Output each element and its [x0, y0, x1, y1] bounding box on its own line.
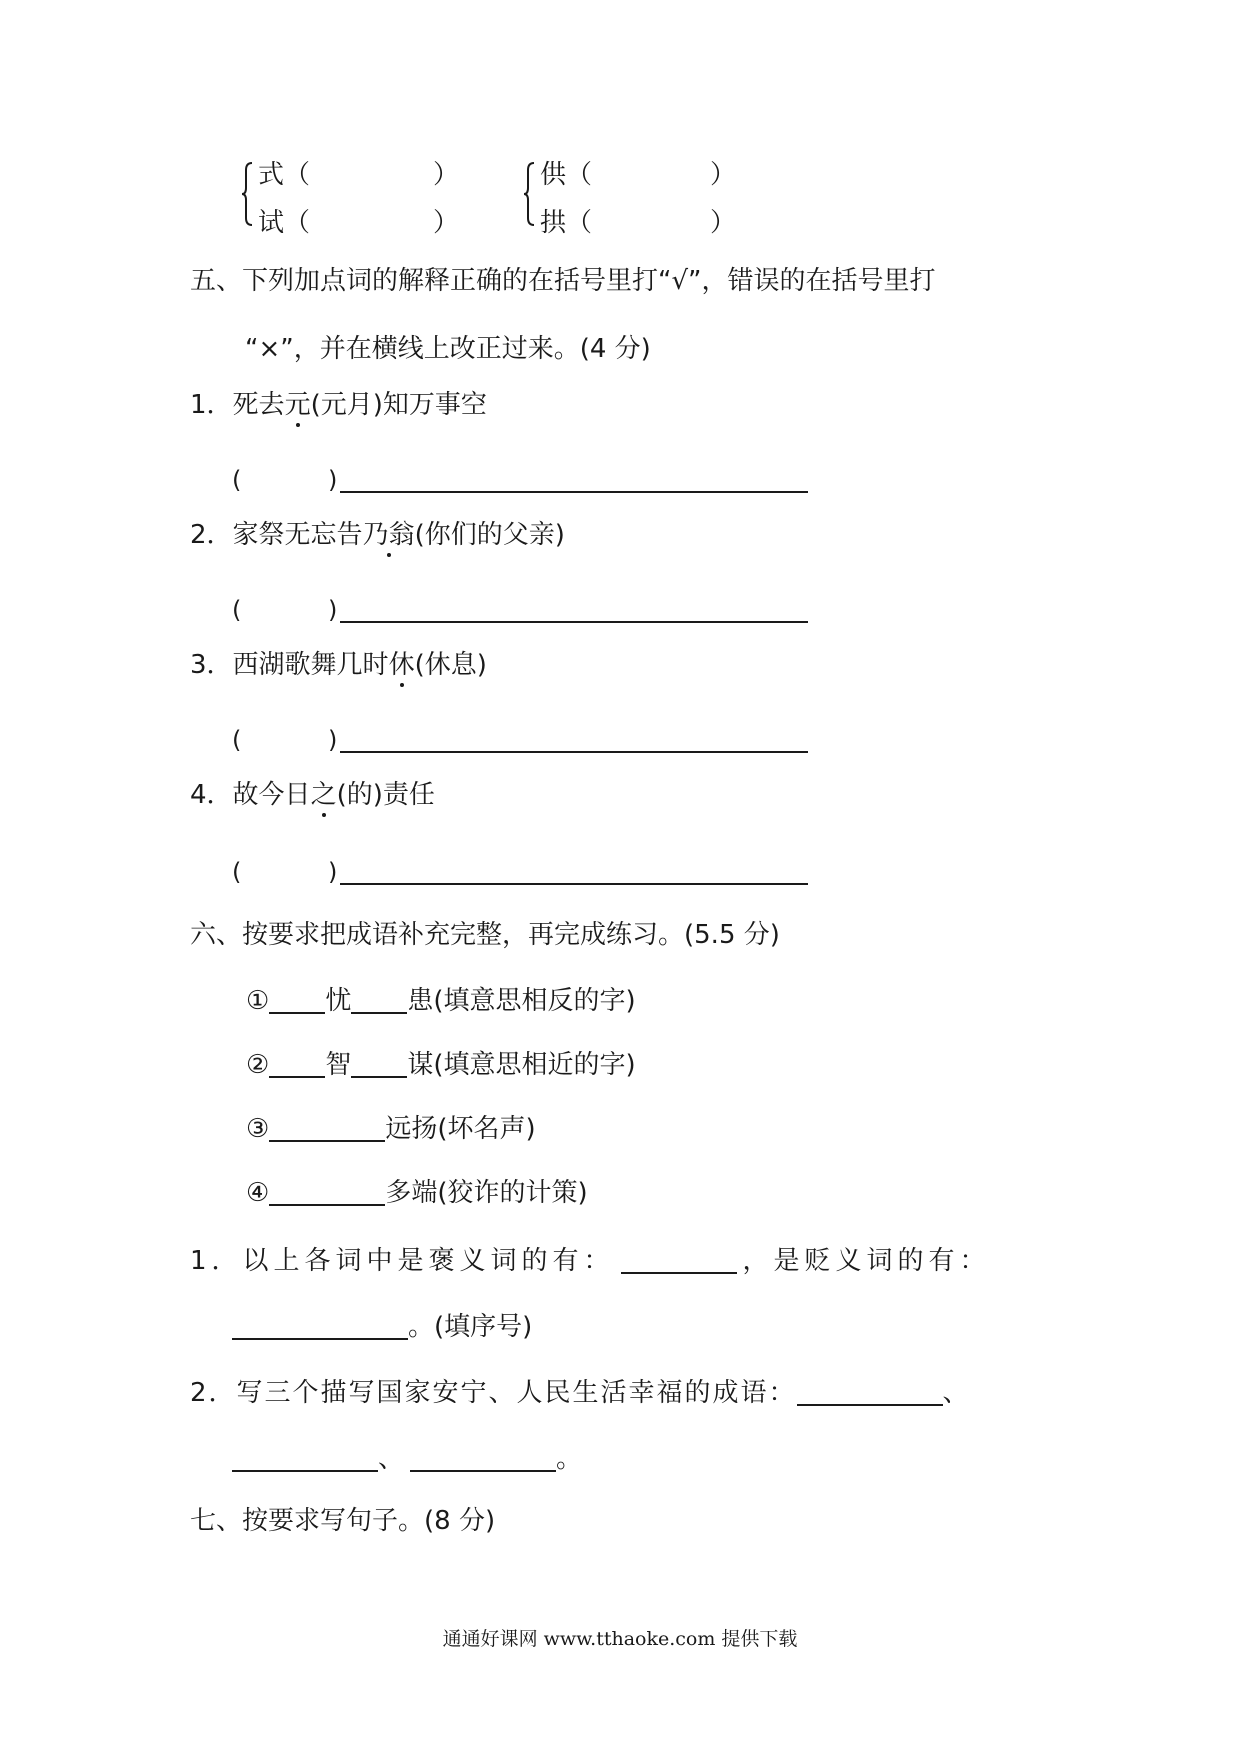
- blank-field[interactable]: [351, 1052, 407, 1078]
- char-gong-close: ）: [710, 160, 737, 190]
- blank-field[interactable]: [351, 988, 407, 1014]
- answer-paren-open-1: (: [232, 466, 242, 494]
- item-number: 2．: [190, 520, 233, 550]
- item-number: 1．: [190, 390, 233, 420]
- answer-paren-open-3: (: [232, 726, 242, 754]
- blank-field[interactable]: [232, 1446, 378, 1472]
- answer-paren-close-4: ): [328, 858, 338, 886]
- answer-paren-close-1: ): [328, 466, 338, 494]
- answer-line-4[interactable]: [340, 883, 808, 885]
- answer-paren-close-3: ): [328, 726, 338, 754]
- section6-question-1-cont: [232, 1314, 532, 1340]
- blank-field[interactable]: [269, 1180, 385, 1206]
- section6-question-1: [190, 1248, 991, 1274]
- blank-field[interactable]: [410, 1446, 556, 1472]
- dotted-word: 休: [388, 650, 415, 680]
- idiom-number: ②: [246, 1050, 270, 1080]
- footer-text: 通通好课网 www.tthaoke.com 提供下载: [442, 1628, 798, 1650]
- item-number: 4．: [190, 780, 233, 810]
- idiom-number: ①: [246, 986, 270, 1016]
- section5-heading-line1: 五、下列加点词的解释正确的在括号里打“√”，错误的在括号里打: [190, 266, 936, 296]
- section5-item-3: [190, 652, 487, 678]
- section6-question-2-cont: [232, 1446, 582, 1472]
- item-text-post: (元月)知万事空: [310, 390, 487, 420]
- blank-field[interactable]: [232, 1314, 408, 1340]
- blank-field[interactable]: [269, 988, 325, 1014]
- char-shi2-close: ）: [433, 208, 460, 238]
- char-shi-close: ）: [433, 160, 460, 190]
- idiom-hint: 远扬(坏名声): [385, 1114, 536, 1144]
- left-brace: [242, 162, 253, 226]
- answer-line-1[interactable]: [340, 491, 808, 493]
- separator: 、: [942, 1378, 971, 1408]
- idiom-4: [246, 1180, 588, 1206]
- section5-item-2: [190, 522, 565, 548]
- section5-heading-line2: “×”，并在横线上改正过来。(4 分): [245, 334, 651, 364]
- item-text-post: (的)责任: [336, 780, 435, 810]
- idiom-1: [246, 988, 636, 1014]
- item-number: 3．: [190, 650, 233, 680]
- idiom-number: ④: [246, 1178, 270, 1208]
- answer-paren-open-4: (: [232, 858, 242, 886]
- section5-item-1: [190, 392, 487, 418]
- blank-field[interactable]: [797, 1380, 943, 1406]
- idiom-number: ③: [246, 1114, 270, 1144]
- item-text-pre: 西湖歌舞几时: [232, 650, 389, 680]
- blank-field[interactable]: [621, 1248, 737, 1274]
- answer-line-2[interactable]: [340, 621, 808, 623]
- question-text: 2．写三个描写国家安宁、人民生活幸福的成语：: [190, 1378, 797, 1408]
- question-text: ，是贬义词的有：: [742, 1246, 991, 1276]
- idiom-hint: 谋(填意思相近的字): [407, 1050, 636, 1080]
- item-text-post: (你们的父亲): [414, 520, 565, 550]
- item-text-pre: 故今日: [232, 780, 311, 810]
- idiom-char: 忧: [325, 986, 352, 1016]
- char-gong2-label: 拱（: [540, 208, 593, 238]
- idiom-2: [246, 1052, 636, 1078]
- answer-line-3[interactable]: [340, 751, 808, 753]
- section5-item-4: [190, 782, 435, 808]
- right-brace: [524, 162, 535, 226]
- dotted-word: 之: [310, 780, 337, 810]
- section6-question-2: [190, 1380, 971, 1406]
- question-text: 。(填序号): [408, 1312, 533, 1342]
- idiom-3: [246, 1116, 536, 1142]
- section6-heading: 六、按要求把成语补充完整，再完成练习。(5.5 分): [190, 920, 780, 950]
- char-gong2-close: ）: [710, 208, 737, 238]
- question-text: 1．以上各词中是褒义词的有：: [190, 1246, 615, 1276]
- char-shi2-label: 试（: [258, 208, 311, 238]
- char-shi-label: 式（: [258, 160, 311, 190]
- answer-paren-close-2: ): [328, 596, 338, 624]
- dotted-word: 乃翁: [362, 520, 415, 550]
- item-text-pre: 家祭无忘告: [232, 520, 363, 550]
- blank-field[interactable]: [269, 1116, 385, 1142]
- answer-paren-open-2: (: [232, 596, 242, 624]
- blank-field[interactable]: [269, 1052, 325, 1078]
- period: 。: [556, 1444, 583, 1474]
- separator: 、: [378, 1444, 405, 1474]
- item-text-post: (休息): [414, 650, 487, 680]
- dotted-word: 元: [284, 390, 311, 420]
- item-text-pre: 死去: [232, 390, 285, 420]
- idiom-hint: 多端(狡诈的计策): [385, 1178, 588, 1208]
- idiom-char: 智: [325, 1050, 352, 1080]
- char-gong-label: 供（: [540, 160, 593, 190]
- idiom-hint: 患(填意思相反的字): [407, 986, 636, 1016]
- section7-heading: 七、按要求写句子。(8 分): [190, 1506, 496, 1536]
